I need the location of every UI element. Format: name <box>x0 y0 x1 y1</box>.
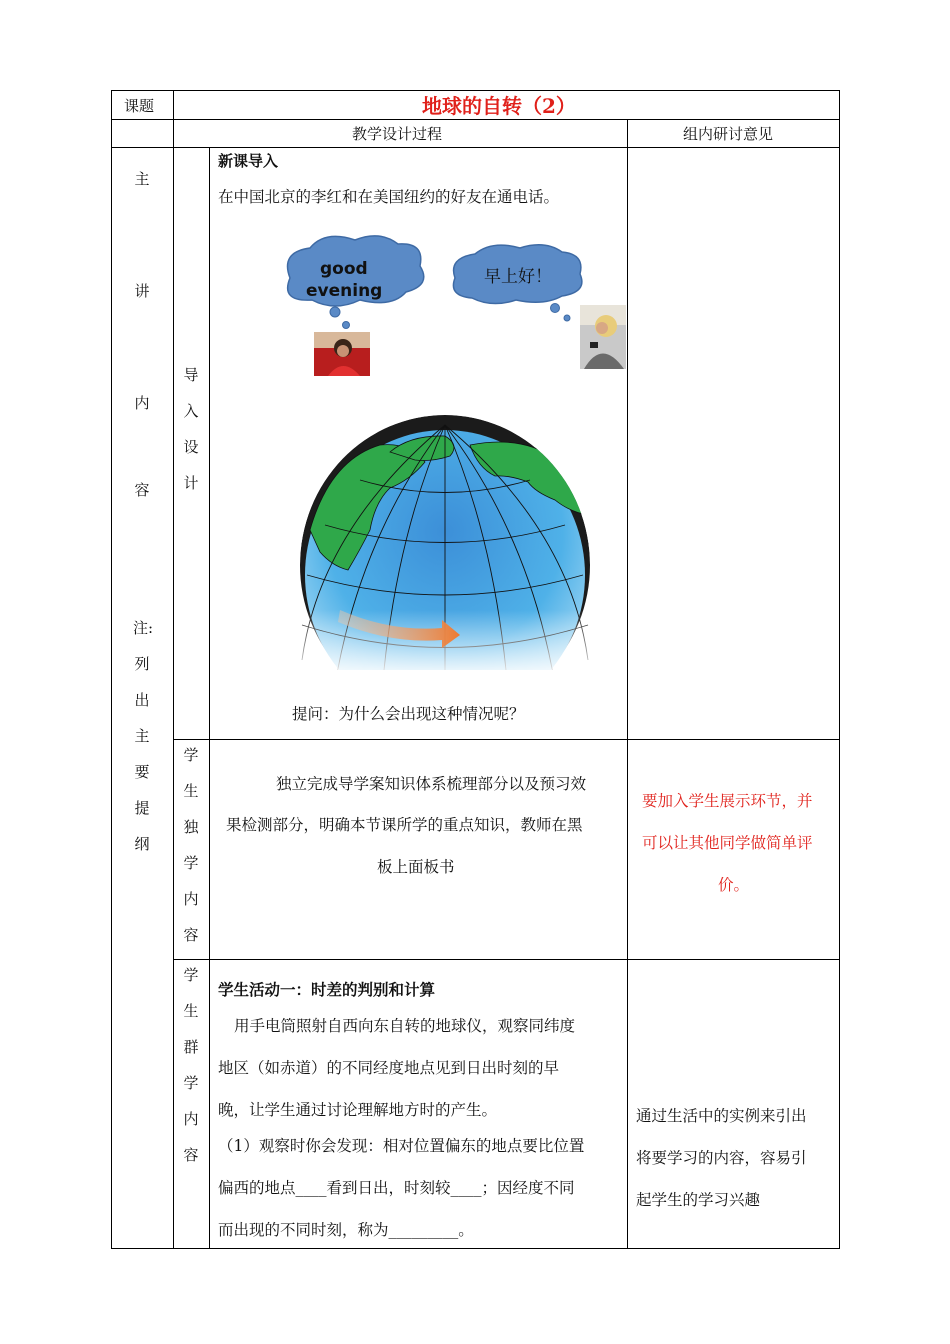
self-opinion-line3: 价。 <box>718 876 750 894</box>
intro-label-4: 计 <box>183 474 199 492</box>
intro-label-3: 设 <box>183 438 199 456</box>
note-char-1: 注: <box>132 619 154 637</box>
intro-label-2: 入 <box>183 402 199 420</box>
note-char-7: 纲 <box>134 835 150 853</box>
column-header-opinion: 组内研讨意见 <box>683 125 774 143</box>
self-text-line1: 独立完成导学案知识体系梳理部分以及预习效 <box>276 775 587 793</box>
note-char-4: 主 <box>134 727 150 745</box>
note-char-6: 提 <box>134 799 150 817</box>
table-col-line-3 <box>627 119 628 1249</box>
table-border-right <box>839 90 840 1249</box>
group-label-4: 学 <box>183 1074 199 1092</box>
table-border-left <box>111 90 112 1249</box>
photo-woman-icon <box>580 305 626 369</box>
main-char-4: 容 <box>134 481 150 499</box>
table-row-line-4 <box>173 959 840 960</box>
group-line6: 而出现的不同时刻，称为_________。 <box>218 1221 474 1239</box>
self-opinion-line1: 要加入学生展示环节，并 <box>642 792 813 810</box>
table-border-bottom <box>111 1248 840 1249</box>
intro-label-1: 导 <box>183 366 199 384</box>
intro-heading: 新课导入 <box>218 152 279 170</box>
self-label-3: 独 <box>183 818 199 836</box>
table-col-line-1 <box>173 90 174 1249</box>
self-label-1: 学 <box>183 746 199 764</box>
group-label-5: 内 <box>183 1110 199 1128</box>
table-row-line-3 <box>173 739 840 740</box>
group-label-2: 生 <box>183 1002 199 1020</box>
self-opinion-line2: 可以让其他同学做简单评 <box>642 834 813 852</box>
group-opinion-line2: 将要学习的内容，容易引 <box>636 1149 807 1167</box>
bubble-right-text: 早上好！ <box>484 267 552 287</box>
phone-call-illustration <box>210 230 626 685</box>
page-title: 地球的自转（2） <box>422 94 576 118</box>
intro-question: 提问：为什么会出现这种情况呢？ <box>292 705 525 723</box>
self-label-6: 容 <box>183 926 199 944</box>
table-row-line-1 <box>111 119 840 120</box>
bubble-left-line1: good <box>320 259 368 279</box>
main-char-1: 主 <box>134 170 150 188</box>
main-char-2: 讲 <box>134 282 150 300</box>
group-line1: 用手电筒照射自西向东自转的地球仪，观察同纬度 <box>234 1017 576 1035</box>
topic-label: 课题 <box>124 97 155 115</box>
bubble-left-line2: evening <box>306 281 383 301</box>
group-opinion-line1: 通过生活中的实例来引出 <box>636 1107 807 1125</box>
group-label-1: 学 <box>183 966 199 984</box>
note-char-5: 要 <box>134 763 150 781</box>
group-line2: 地区（如赤道）的不同经度地点见到日出时刻的早 <box>218 1059 560 1077</box>
self-label-5: 内 <box>183 890 199 908</box>
main-char-3: 内 <box>134 394 150 412</box>
group-line4: （1）观察时你会发现：相对位置偏东的地点要比位置 <box>218 1137 585 1155</box>
group-line3: 晚，让学生通过讨论理解地方时的产生。 <box>218 1101 498 1119</box>
group-label-3: 群 <box>183 1038 199 1056</box>
intro-text: 在中国北京的李红和在美国纽约的好友在通电话。 <box>218 188 560 206</box>
note-char-2: 列 <box>134 655 150 673</box>
group-line5: 偏西的地点____看到日出，时刻较____；因经度不同 <box>218 1179 575 1197</box>
column-header-process: 教学设计过程 <box>352 125 443 143</box>
self-label-4: 学 <box>183 854 199 872</box>
note-char-3: 出 <box>134 691 150 709</box>
group-label-6: 容 <box>183 1146 199 1164</box>
self-text-line2: 果检测部分，明确本节课所学的重点知识，教师在黑 <box>226 816 583 834</box>
table-row-line-2 <box>111 147 840 148</box>
group-opinion-line3: 起学生的学习兴趣 <box>636 1191 761 1209</box>
table-border-top <box>111 90 840 91</box>
group-heading: 学生活动一：时差的判别和计算 <box>218 980 436 999</box>
self-text-line3: 板上面板书 <box>377 858 455 876</box>
self-label-2: 生 <box>183 782 199 800</box>
photo-girl-icon <box>314 332 370 376</box>
